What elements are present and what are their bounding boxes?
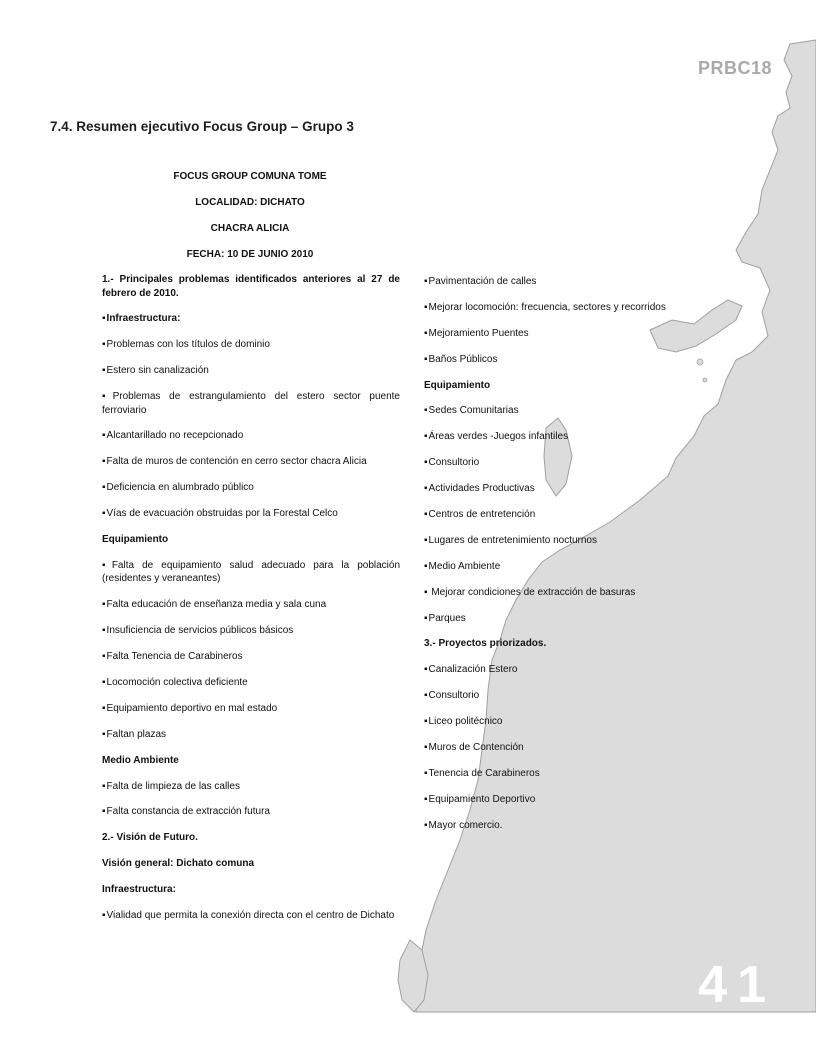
list-item: ▪ Faltan plazas (102, 728, 400, 742)
section-title: 7.4. Resumen ejecutivo Focus Group – Grupo 3 (50, 119, 354, 134)
list-item: ▪ Insuficiencia de servicios públicos básicos (102, 624, 400, 638)
list-item: ▪ Locomoción colectiva deficiente (102, 676, 400, 690)
page-number: 41 (698, 956, 776, 1014)
list-heading: Equipamiento (424, 379, 491, 391)
list-item: ▪ Consultorio (424, 456, 684, 470)
list-item: ▪ Mayor comercio. (424, 819, 684, 833)
list-item: ▪ Estero sin canalización (102, 364, 400, 378)
list-item: ▪ Pavimentación de calles (424, 275, 684, 289)
islet (703, 378, 707, 382)
list-heading: 2.- Visión de Futuro. (102, 832, 198, 844)
list-heading: Infraestructura: (102, 884, 176, 896)
islet (697, 359, 703, 365)
list-item: ▪ Falta de muros de contención en cerro sector chacra Alicia (102, 455, 400, 469)
list-heading: Visión general: Dichato comuna (102, 858, 255, 870)
list-item: ▪ Falta constancia de extracción futura (102, 805, 400, 819)
list-item: ▪ Vías de evacuación obstruidas por la Forestal Celco (102, 507, 400, 521)
list-item: ▪ Mejorar locomoción: frecuencia, sectores y recorridos (424, 301, 684, 315)
list-item: ▪ Deficiencia en alumbrado público (102, 481, 400, 495)
list-item: ▪ Falta Tenencia de Carabineros (102, 650, 400, 664)
list-item: ▪ Canalización Estero (424, 663, 684, 677)
right-column (424, 275, 684, 845)
list-item: ▪ Mejorar condiciones de extracción de basuras (424, 586, 684, 600)
list-item: ▪ Medio Ambiente (424, 560, 684, 574)
header-line-1: FOCUS GROUP COMUNA TOME (173, 171, 327, 182)
list-item: ▪ Áreas verdes -Juegos infantiles (424, 430, 684, 444)
focus-group-header (100, 168, 400, 272)
header-line-3: CHACRA ALICIA (210, 223, 290, 234)
header-line-4: FECHA: 10 DE JUNIO 2010 (186, 249, 314, 260)
list-item: ▪ Vialidad que permita la conexión directa con el centro de Dichato (102, 909, 400, 923)
list-heading: Equipamiento (102, 534, 169, 546)
list-item: ▪ Falta de equipamiento salud adecuado para la población (residentes y veraneantes) (102, 559, 400, 586)
header-line-2: LOCALIDAD: DICHATO (195, 197, 305, 208)
list-item: ▪ Falta educación de enseñanza media y sala cuna (102, 598, 400, 612)
list-heading: 1.- Principales problemas identificados anteriores al 27 de febrero de 2010. (102, 274, 400, 299)
document-code: PRBC18 (697, 58, 772, 78)
list-item: ▪ Problemas de estrangulamiento del estero sector puente ferroviario (102, 390, 400, 417)
list-item: ▪ Falta de limpieza de las calles (102, 780, 400, 794)
list-item: ▪ Sedes Comunitarias (424, 404, 684, 418)
list-item: ▪ Tenencia de Carabineros (424, 767, 684, 781)
list-item: ▪ Mejoramiento Puentes (424, 327, 684, 341)
list-item: ▪ Muros de Contención (424, 741, 684, 755)
list-item: ▪ Infraestructura: (102, 312, 400, 326)
list-item: ▪ Alcantarillado no recepcionado (102, 429, 400, 443)
list-item: ▪ Actividades Productivas (424, 482, 684, 496)
left-column (102, 273, 400, 935)
list-item: ▪ Parques (424, 612, 684, 626)
list-item: ▪ Lugares de entretenimiento nocturnos (424, 534, 684, 548)
list-item: ▪ Equipamiento deportivo en mal estado (102, 702, 400, 716)
list-item: ▪ Consultorio (424, 689, 684, 703)
list-item: ▪ Baños Públicos (424, 353, 684, 367)
list-item: ▪ Problemas con los títulos de dominio (102, 338, 400, 352)
list-item: ▪ Equipamiento Deportivo (424, 793, 684, 807)
list-item: ▪ Centros de entretención (424, 508, 684, 522)
list-heading: 3.- Proyectos priorizados. (424, 638, 547, 650)
list-item: ▪ Liceo politécnico (424, 715, 684, 729)
list-heading: Medio Ambiente (102, 754, 179, 766)
